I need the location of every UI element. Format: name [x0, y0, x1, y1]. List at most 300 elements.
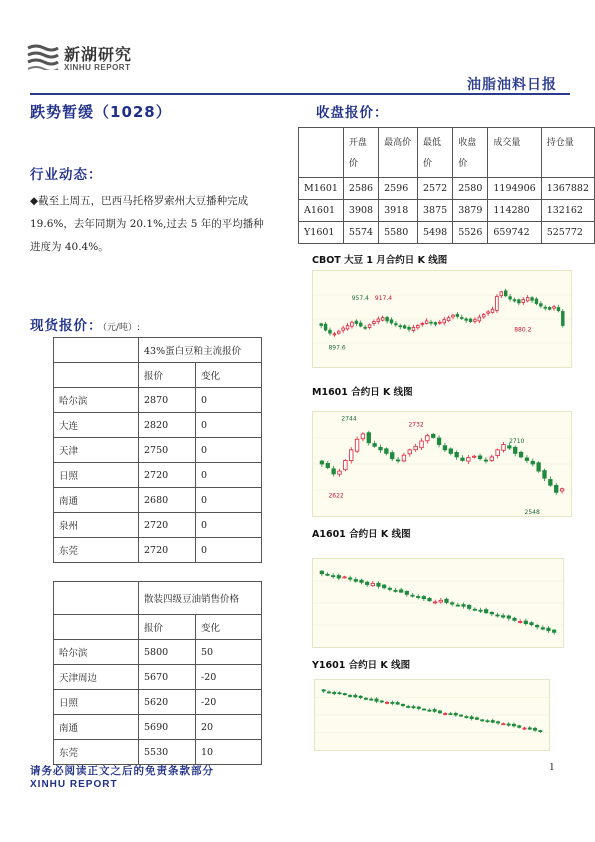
price-annotation: 2622 [328, 492, 344, 500]
industry-line: ◆截至上周五，巴西马托格罗索州大豆播种完成 [30, 195, 249, 207]
change-cell: 0 [196, 413, 262, 438]
candle-body [359, 323, 362, 326]
value-cell: 3875 [418, 200, 453, 222]
table-row [54, 363, 262, 388]
candle-body [348, 695, 351, 696]
candle-body [333, 692, 336, 693]
candle-body [373, 322, 376, 324]
city-cell: 哈尔滨 [54, 640, 139, 665]
table-row [299, 178, 595, 200]
table-row [54, 438, 262, 463]
candle-body [530, 623, 533, 625]
price-annotation: 917.4 [374, 294, 393, 302]
candle-body [359, 696, 362, 697]
candle-body [523, 728, 526, 729]
candle-body [365, 582, 368, 584]
candle-body [552, 630, 555, 632]
price-cell: 5670 [139, 665, 196, 690]
value-cell: 5526 [453, 222, 488, 244]
column-header: 成交量 [488, 128, 541, 178]
candle-body [541, 628, 544, 629]
price-cell: 2720 [139, 538, 196, 563]
candle-body [326, 574, 329, 575]
candle-body [508, 446, 512, 448]
candle-body [408, 327, 411, 329]
candle-body [465, 717, 468, 718]
table-caption: 散装四级豆油销售价格 [139, 582, 262, 615]
value-cell: 5574 [343, 222, 378, 244]
candle-body [414, 446, 418, 449]
y1601-chart-title: Y1601 合约日 K 线图 [312, 660, 411, 671]
price-cell: 2750 [139, 438, 196, 463]
candle-body [381, 318, 384, 321]
column-header: 开盘价 [343, 128, 378, 178]
city-cell: 泉州 [54, 513, 139, 538]
candle-body [417, 707, 420, 708]
column-header: 收盘价 [453, 128, 488, 178]
table-row [54, 665, 262, 690]
price-cell: 2820 [139, 413, 196, 438]
candle-body [425, 321, 428, 324]
table-row [54, 413, 262, 438]
candle-body [490, 612, 493, 614]
candle-body [354, 580, 357, 582]
candle-body [401, 704, 404, 705]
candle-body [560, 489, 564, 491]
price-cell: 5800 [139, 640, 196, 665]
candle-body [322, 690, 325, 691]
candle-body [455, 452, 459, 456]
candle-body [399, 590, 402, 592]
candle-body [449, 449, 453, 453]
price-cell: 5690 [139, 715, 196, 740]
candle-body [531, 461, 535, 464]
candle-body [437, 438, 441, 444]
candle-body [361, 434, 365, 439]
table-row [54, 488, 262, 513]
m1601-chart-title: M1601 合约日 K 线图 [312, 387, 413, 398]
candle-body [456, 314, 459, 316]
closing-quotes-table [298, 127, 595, 244]
industry-title: 行业动态： [30, 167, 103, 183]
candle-body [379, 447, 383, 450]
candle-body [531, 298, 534, 300]
value-cell: 132162 [541, 200, 594, 222]
candle-body [481, 720, 484, 721]
candle-body [539, 731, 542, 732]
table-row [54, 690, 262, 715]
candle-body [502, 445, 506, 451]
value-cell: 5580 [379, 222, 418, 244]
xinhu-logo-icon [26, 44, 60, 70]
candle-body [502, 724, 505, 725]
candle-body [460, 317, 463, 318]
candle-body [478, 317, 481, 321]
candle-body [439, 600, 442, 602]
candle-body [355, 439, 359, 451]
city-cell: 南通 [54, 715, 139, 740]
column-header: 持仓量 [541, 128, 594, 178]
value-cell: 3879 [453, 200, 488, 222]
price-cell: 5620 [139, 690, 196, 715]
candle-body [524, 621, 527, 624]
candle-body [535, 625, 538, 627]
candle-body [450, 603, 453, 604]
candle-body [329, 330, 332, 333]
soymeal-price-table [53, 337, 262, 563]
change-cell: -20 [196, 665, 262, 690]
candle-body [377, 319, 380, 322]
candle-body [484, 460, 488, 461]
candle-body [543, 471, 547, 479]
candle-body [390, 453, 394, 459]
price-cell: 2680 [139, 488, 196, 513]
value-cell: 659742 [488, 222, 541, 244]
candle-body [344, 460, 348, 469]
candle-body [518, 621, 521, 622]
candle-body [473, 609, 476, 610]
price-cell: 2720 [139, 513, 196, 538]
candle-body [370, 699, 373, 700]
candle-body [554, 485, 558, 492]
candle-body [467, 458, 471, 461]
value-cell: 3918 [379, 200, 418, 222]
candle-body [408, 450, 412, 454]
candle-body [470, 717, 473, 719]
change-cell: 0 [196, 513, 262, 538]
column-header: 变化 [196, 615, 262, 640]
price-cell: 2720 [139, 463, 196, 488]
candle-body [504, 291, 507, 296]
change-cell: 0 [196, 488, 262, 513]
industry-line: 19.6%，去年同期为 20.1%,过去 5 年的平均播种 [30, 218, 264, 230]
candle-body [465, 319, 468, 320]
candle-body [326, 463, 330, 467]
candle-body [513, 447, 517, 453]
cbot-chart-title: CBOT 大豆 1 月合约日 K 线图 [312, 255, 448, 266]
cbot-kline-chart [312, 270, 572, 368]
y1601-kline-chart [314, 679, 550, 751]
candle-body [337, 331, 340, 333]
candle-body [433, 710, 436, 712]
candle-body [377, 583, 380, 586]
table-row [54, 463, 262, 488]
change-cell: 10 [196, 740, 262, 765]
candle-body [461, 458, 465, 460]
table-row [299, 128, 595, 178]
candle-body [371, 583, 374, 585]
city-cell: 日照 [54, 463, 139, 488]
candle-body [422, 709, 425, 710]
candle-body [385, 449, 389, 454]
price-cell: 2870 [139, 388, 196, 413]
candle-body [390, 320, 393, 323]
footer-brand: XINHU REPORT [30, 779, 118, 790]
column-header: 最低价 [418, 128, 453, 178]
candle-body [411, 595, 414, 596]
candle-body [349, 450, 353, 461]
change-cell: -20 [196, 690, 262, 715]
candle-body [434, 323, 437, 325]
contract-cell: A1601 [299, 200, 344, 222]
candle-body [324, 324, 327, 330]
candle-body [469, 319, 472, 321]
city-cell: 南通 [54, 488, 139, 513]
table-row [54, 740, 262, 765]
value-cell: 5498 [418, 222, 453, 244]
price-annotation: 2548 [524, 508, 540, 516]
candle-body [388, 588, 391, 589]
candle-body [486, 721, 489, 722]
city-cell: 东莞 [54, 538, 139, 563]
candle-body [343, 577, 346, 578]
value-cell: 3908 [343, 200, 378, 222]
candle-body [332, 469, 336, 474]
m1601-kline-chart [312, 411, 572, 517]
table-row [54, 640, 262, 665]
candle-body [403, 326, 406, 328]
report-name: 油脂油料日报 [467, 77, 557, 93]
value-cell: 114280 [488, 200, 541, 222]
candle-body [386, 317, 389, 321]
value-cell: 1367882 [541, 178, 594, 200]
candle-body [333, 334, 336, 335]
candle-body [430, 322, 433, 323]
candle-body [525, 458, 529, 461]
candle-body [491, 721, 494, 723]
candle-body [507, 724, 510, 725]
candle-body [438, 322, 441, 323]
candle-body [454, 713, 457, 715]
candle-body [472, 456, 476, 457]
price-annotation: 2710 [509, 438, 525, 446]
candle-body [360, 580, 363, 582]
disclaimer-note: 请务必阅读正文之后的免责条款部分 [30, 765, 214, 777]
candle-body [338, 693, 341, 694]
candle-body [548, 307, 551, 309]
candle-body [355, 321, 358, 323]
a1601-chart-title: A1601 合约日 K 线图 [312, 529, 411, 540]
candle-body [342, 328, 345, 330]
quotes-title: 收盘报价： [316, 105, 389, 121]
candle-body [491, 309, 494, 312]
candle-body [368, 325, 371, 328]
spot-title [30, 314, 140, 334]
candle-body [537, 463, 541, 471]
candle-body [526, 298, 529, 301]
value-cell: 2580 [453, 178, 488, 200]
candle-body [522, 300, 525, 303]
candle-body [375, 699, 378, 701]
table-row [54, 715, 262, 740]
price-annotation: 957.4 [351, 294, 369, 302]
header-rule [30, 93, 570, 95]
city-cell: 日照 [54, 690, 139, 715]
candle-body [482, 314, 485, 316]
candle-body [338, 471, 342, 474]
candle-body [331, 576, 334, 577]
candle-body [484, 610, 487, 613]
candle-body [380, 701, 383, 702]
candle-body [382, 585, 385, 588]
table-row [54, 338, 262, 363]
candle-body [405, 591, 408, 594]
column-header: 报价 [139, 363, 196, 388]
candle-body [395, 324, 398, 325]
candle-body [346, 325, 349, 328]
table-row [54, 582, 262, 615]
candle-body [452, 315, 455, 317]
candle-body [533, 728, 536, 730]
candle-body [428, 710, 431, 711]
candle-body [519, 452, 523, 457]
city-cell: 东莞 [54, 740, 139, 765]
candle-body [475, 718, 478, 720]
candle-body [438, 711, 441, 713]
column-header: 变化 [196, 363, 262, 388]
city-cell: 哈尔滨 [54, 388, 139, 413]
candle-body [447, 318, 450, 321]
candle-body [490, 457, 494, 460]
change-cell: 20 [196, 715, 262, 740]
candle-body [496, 296, 499, 310]
candle-body [474, 320, 477, 322]
candle-body [462, 605, 465, 607]
logo-name: 新湖研究 [64, 45, 133, 64]
candle-body [420, 441, 424, 448]
candle-body [337, 576, 340, 578]
candle-body [385, 702, 388, 703]
candle-body [518, 300, 521, 303]
price-annotation: 2744 [341, 415, 357, 423]
candle-body [500, 292, 503, 296]
candle-body [449, 714, 452, 715]
candle-body [507, 616, 510, 618]
candle-body [501, 616, 504, 617]
candle-body [343, 694, 346, 695]
city-cell: 天津周边 [54, 665, 139, 690]
table-row [54, 388, 262, 413]
candle-body [518, 726, 521, 728]
candle-body [535, 299, 538, 303]
table-row [54, 538, 262, 563]
price-annotation: 880.2 [514, 326, 532, 334]
candle-body [428, 598, 431, 600]
column-header: 报价 [139, 615, 196, 640]
change-cell: 0 [196, 388, 262, 413]
candle-body [528, 728, 531, 729]
candle-body [496, 615, 499, 616]
candle-body [426, 436, 430, 441]
contract-cell: M1601 [299, 178, 344, 200]
candle-body [496, 450, 500, 456]
spot-title-text: 现货报价： [30, 318, 103, 334]
candle-body [540, 304, 543, 306]
candle-body [431, 434, 435, 437]
candle-body [557, 308, 560, 311]
price-annotation: 897.6 [328, 344, 346, 352]
candle-body [444, 714, 447, 715]
candle-body [478, 456, 482, 459]
candle-body [396, 460, 400, 461]
soyoil-price-table [53, 581, 262, 765]
candle-body [367, 433, 371, 443]
candle-body [433, 602, 436, 603]
candle-body [549, 479, 553, 485]
candle-body [544, 307, 547, 308]
candle-body [394, 590, 397, 591]
candle-body [509, 297, 512, 299]
candle-body [407, 706, 410, 707]
candle-body [421, 324, 424, 325]
page-headline: 跌势暂缓（1028） [30, 103, 172, 121]
value-cell: 1194906 [488, 178, 541, 200]
candle-body [456, 605, 459, 606]
candle-body [351, 322, 354, 326]
change-cell: 0 [196, 463, 262, 488]
candle-body [422, 597, 425, 599]
candle-body [364, 327, 367, 328]
change-cell: 50 [196, 640, 262, 665]
candle-body [443, 320, 446, 323]
table-row [54, 615, 262, 640]
city-cell: 天津 [54, 438, 139, 463]
candle-body [364, 698, 367, 699]
value-cell: 525772 [541, 222, 594, 244]
candle-body [445, 599, 448, 602]
candle-body [348, 578, 351, 579]
candle-body [354, 695, 357, 697]
candle-body [459, 715, 462, 716]
value-cell: 2596 [379, 178, 418, 200]
candle-body [416, 597, 419, 598]
column-header: 最高价 [379, 128, 418, 178]
industry-line: 进度为 40.4%。 [30, 241, 109, 253]
candle-body [513, 300, 516, 301]
candle-body [391, 702, 394, 703]
candle-body [412, 327, 415, 330]
table-row [54, 513, 262, 538]
city-cell: 大连 [54, 413, 139, 438]
candle-body [399, 326, 402, 327]
change-cell: 0 [196, 538, 262, 563]
candle-body [479, 610, 482, 611]
candle-body [320, 571, 323, 574]
candle-body [417, 325, 420, 327]
candle-body [396, 703, 399, 705]
candle-body [467, 605, 470, 608]
table-caption: 43%蛋白豆粕主流报价 [139, 338, 262, 363]
change-cell: 0 [196, 438, 262, 463]
candle-body [547, 628, 550, 631]
candle-body [487, 312, 490, 313]
price-cell: 5530 [139, 740, 196, 765]
candle-body [496, 722, 499, 723]
industry-text [30, 190, 298, 259]
price-annotation: 2732 [408, 421, 424, 429]
candle-body [561, 311, 564, 325]
spot-unit: （元/吨）: [102, 323, 141, 333]
candle-body [412, 707, 415, 708]
candle-body [327, 692, 330, 693]
candle-body [553, 307, 556, 309]
logo-subtitle: XINHU REPORT [64, 63, 131, 72]
a1601-kline-chart [312, 558, 564, 648]
value-cell: 2572 [418, 178, 453, 200]
candle-body [512, 724, 515, 726]
candle-body [320, 461, 324, 464]
table-row [299, 200, 595, 222]
